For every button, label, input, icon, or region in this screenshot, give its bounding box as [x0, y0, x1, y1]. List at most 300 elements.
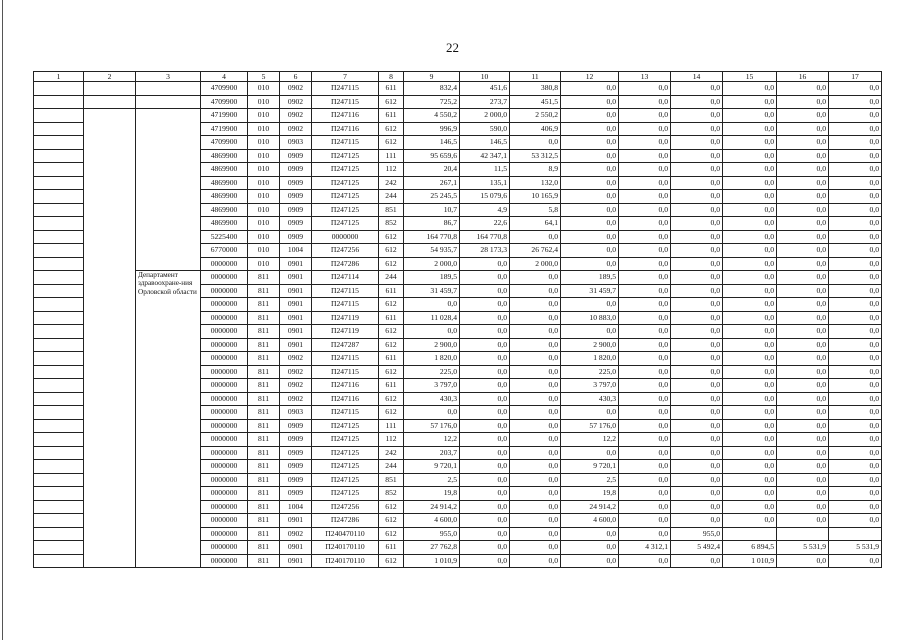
table-cell: 0,0 — [561, 95, 619, 109]
table-cell: 0,0 — [510, 284, 561, 298]
table-cell: 19,8 — [404, 487, 460, 501]
table-cell: 0901 — [280, 271, 312, 285]
column-number: 11 — [510, 72, 561, 82]
table-cell — [34, 190, 84, 204]
table-cell: 0,0 — [777, 230, 829, 244]
table-cell: 24 914,2 — [404, 500, 460, 514]
table-cell: 612 — [379, 257, 404, 271]
table-cell: 0,0 — [510, 554, 561, 568]
table-cell: 0,0 — [723, 95, 777, 109]
table-cell: 0,0 — [723, 500, 777, 514]
table-cell: 42 347,1 — [460, 149, 510, 163]
table-cell: 0,0 — [829, 433, 882, 447]
table-cell — [34, 419, 84, 433]
table-cell: 010 — [248, 122, 280, 136]
table-cell: 225,0 — [404, 365, 460, 379]
table-cell: 4709900 — [201, 95, 248, 109]
table-cell: 010 — [248, 217, 280, 231]
table-cell: 0,0 — [561, 230, 619, 244]
table-cell: 0901 — [280, 298, 312, 312]
table-cell — [34, 379, 84, 393]
table-cell: 31 459,7 — [404, 284, 460, 298]
table-cell: 0,0 — [619, 514, 671, 528]
table-cell — [34, 392, 84, 406]
column-number: 4 — [201, 72, 248, 82]
table-cell: 010 — [248, 95, 280, 109]
table-cell: 0901 — [280, 284, 312, 298]
table-cell: 2 900,0 — [561, 338, 619, 352]
table-cell: 0,0 — [561, 82, 619, 96]
table-cell: 0,0 — [723, 473, 777, 487]
table-cell: 612 — [379, 230, 404, 244]
table-cell: 0,0 — [510, 298, 561, 312]
table-cell: 0,0 — [723, 392, 777, 406]
table-cell: 811 — [248, 379, 280, 393]
table-cell: 0,0 — [723, 257, 777, 271]
table-cell: 590,0 — [460, 122, 510, 136]
table-cell: 0,0 — [829, 230, 882, 244]
table-cell: 811 — [248, 311, 280, 325]
table-cell: 0,0 — [619, 419, 671, 433]
table-cell — [84, 109, 136, 568]
table-cell: 611 — [379, 352, 404, 366]
table-cell: 0,0 — [561, 217, 619, 231]
table-cell: 1 820,0 — [561, 352, 619, 366]
table-cell: 0000000 — [201, 500, 248, 514]
table-cell: П240470110 — [312, 527, 379, 541]
table-cell: 0,0 — [671, 244, 723, 258]
table-cell: 0,0 — [829, 325, 882, 339]
table-cell: 0,0 — [723, 311, 777, 325]
table-cell: 0000000 — [201, 271, 248, 285]
table-cell: 0,0 — [829, 217, 882, 231]
table-cell: 0,0 — [510, 271, 561, 285]
table-cell — [34, 554, 84, 568]
table-cell: 612 — [379, 365, 404, 379]
table-cell: 0,0 — [671, 325, 723, 339]
table-cell: 611 — [379, 109, 404, 123]
table-cell: 0,0 — [619, 203, 671, 217]
table-cell: 0,0 — [777, 136, 829, 150]
table-cell: 406,9 — [510, 122, 561, 136]
table-cell: 0,0 — [561, 244, 619, 258]
table-cell: 0,0 — [829, 392, 882, 406]
table-cell: 4 600,0 — [404, 514, 460, 528]
table-cell: 611 — [379, 541, 404, 555]
table-cell — [34, 433, 84, 447]
table-cell: 0,0 — [671, 514, 723, 528]
column-number: 7 — [312, 72, 379, 82]
table-cell: 9 720,1 — [561, 460, 619, 474]
table-cell: 0,0 — [777, 433, 829, 447]
table-cell: 24 914,2 — [561, 500, 619, 514]
table-cell: 612 — [379, 406, 404, 420]
table-cell: 11 028,4 — [404, 311, 460, 325]
table-cell: 0,0 — [723, 365, 777, 379]
table-cell: 0,0 — [510, 446, 561, 460]
table-cell: 0,0 — [829, 190, 882, 204]
table-cell: 0901 — [280, 338, 312, 352]
table-cell: 53 312,5 — [510, 149, 561, 163]
table-cell: 0,0 — [671, 419, 723, 433]
table-cell: 0000000 — [201, 338, 248, 352]
table-cell: 0,0 — [777, 203, 829, 217]
table-cell — [34, 365, 84, 379]
table-cell: 0,0 — [723, 298, 777, 312]
table-cell: П247115 — [312, 284, 379, 298]
table-cell: 0903 — [280, 406, 312, 420]
table-cell: 010 — [248, 176, 280, 190]
table-cell — [34, 217, 84, 231]
table-cell: 112 — [379, 163, 404, 177]
table-cell: 0,0 — [777, 473, 829, 487]
table-cell: 111 — [379, 149, 404, 163]
table-cell: 380,8 — [510, 82, 561, 96]
table-cell: 0,0 — [619, 284, 671, 298]
table-cell — [34, 487, 84, 501]
table-cell: 0,0 — [561, 257, 619, 271]
table-cell: 0,0 — [723, 136, 777, 150]
table-cell: 0,0 — [619, 109, 671, 123]
table-cell: 010 — [248, 190, 280, 204]
table-cell: 4 550,2 — [404, 109, 460, 123]
table-cell: 0,0 — [671, 230, 723, 244]
table-cell: 6770000 — [201, 244, 248, 258]
table-cell: 0,0 — [777, 487, 829, 501]
table-cell: 0,0 — [619, 163, 671, 177]
table-cell: 0,0 — [829, 473, 882, 487]
table-cell: 0901 — [280, 325, 312, 339]
table-cell: 86,7 — [404, 217, 460, 231]
table-cell: 010 — [248, 230, 280, 244]
table-cell: 0909 — [280, 190, 312, 204]
table-cell: 611 — [379, 284, 404, 298]
table-cell: 0,0 — [777, 149, 829, 163]
table-cell: 811 — [248, 406, 280, 420]
table-cell: 0,0 — [777, 419, 829, 433]
table-cell: 0,0 — [723, 149, 777, 163]
table-cell — [34, 244, 84, 258]
table-cell: 0,0 — [510, 500, 561, 514]
table-cell: 0,0 — [829, 284, 882, 298]
table-cell: 1 010,9 — [404, 554, 460, 568]
table-cell — [34, 311, 84, 325]
table-cell: 0,0 — [723, 109, 777, 123]
table-cell: 0,0 — [510, 419, 561, 433]
table-cell: П247115 — [312, 95, 379, 109]
table-cell: П240170110 — [312, 554, 379, 568]
table-cell: 0,0 — [723, 446, 777, 460]
table-cell: 612 — [379, 392, 404, 406]
table-cell: 0,0 — [829, 419, 882, 433]
table-cell — [84, 82, 136, 96]
table-cell: 0,0 — [561, 136, 619, 150]
table-cell: 0,0 — [671, 203, 723, 217]
agency-name: Департамент здравоохране-ния Орловской области — [136, 271, 201, 568]
table-cell: 0,0 — [671, 433, 723, 447]
table-cell: П247125 — [312, 203, 379, 217]
table-cell: 0909 — [280, 433, 312, 447]
table-cell: 4869900 — [201, 176, 248, 190]
table-cell: 0,0 — [460, 257, 510, 271]
table-cell: 0,0 — [671, 190, 723, 204]
table-cell: 0,0 — [671, 473, 723, 487]
table-cell: 0,0 — [671, 487, 723, 501]
table-cell: 244 — [379, 190, 404, 204]
table-cell: 0,0 — [723, 460, 777, 474]
table-cell: 010 — [248, 257, 280, 271]
table-cell: 0,0 — [829, 136, 882, 150]
table-cell: 0,0 — [723, 230, 777, 244]
table-cell: 0,0 — [619, 122, 671, 136]
table-cell: 4709900 — [201, 82, 248, 96]
table-cell: 0,0 — [510, 230, 561, 244]
table-cell: 811 — [248, 527, 280, 541]
table-cell: 0,0 — [510, 460, 561, 474]
table-cell: 0000000 — [201, 311, 248, 325]
table-cell: 0000000 — [201, 379, 248, 393]
table-cell: 0,0 — [723, 338, 777, 352]
table-cell — [34, 284, 84, 298]
table-cell: 0,0 — [777, 271, 829, 285]
table-cell: П247115 — [312, 406, 379, 420]
table-cell: 0,0 — [404, 406, 460, 420]
table-cell: 1 820,0 — [404, 352, 460, 366]
table-cell: П247125 — [312, 487, 379, 501]
table-cell — [34, 527, 84, 541]
table-cell: 189,5 — [561, 271, 619, 285]
table-cell: 64,1 — [510, 217, 561, 231]
table-cell: 0,0 — [723, 406, 777, 420]
table-cell: 0,0 — [510, 473, 561, 487]
table-cell: 0,0 — [561, 203, 619, 217]
table-cell: 0,0 — [671, 82, 723, 96]
table-cell: 811 — [248, 352, 280, 366]
table-cell: 0,0 — [460, 271, 510, 285]
table-cell: 0,0 — [723, 176, 777, 190]
table-cell: 612 — [379, 298, 404, 312]
table-cell: 2 000,0 — [510, 257, 561, 271]
table-cell: 0902 — [280, 109, 312, 123]
column-number: 9 — [404, 72, 460, 82]
table-cell: 4709900 — [201, 136, 248, 150]
table-cell — [84, 95, 136, 109]
table-cell: 852 — [379, 487, 404, 501]
table-cell: 2 000,0 — [404, 257, 460, 271]
table-cell: 430,3 — [561, 392, 619, 406]
table-cell: 225,0 — [561, 365, 619, 379]
table-cell: 811 — [248, 473, 280, 487]
column-number: 10 — [460, 72, 510, 82]
table-cell: 132,0 — [510, 176, 561, 190]
table-cell: П247116 — [312, 109, 379, 123]
table-cell: 0000000 — [201, 514, 248, 528]
table-cell: 0909 — [280, 149, 312, 163]
table-cell: 0,0 — [829, 122, 882, 136]
table-cell: 811 — [248, 298, 280, 312]
table-cell: 0,0 — [671, 298, 723, 312]
table-cell: 242 — [379, 176, 404, 190]
table-cell: 0000000 — [201, 446, 248, 460]
table-cell: 811 — [248, 338, 280, 352]
table-cell: 0000000 — [201, 460, 248, 474]
column-number: 16 — [777, 72, 829, 82]
table-cell: 4 600,0 — [561, 514, 619, 528]
table-cell: 0,0 — [777, 325, 829, 339]
table-cell: 4869900 — [201, 149, 248, 163]
column-number: 8 — [379, 72, 404, 82]
table-cell: 0,0 — [829, 109, 882, 123]
table-cell: 0,0 — [561, 176, 619, 190]
page-number: 22 — [446, 40, 459, 55]
table-cell: 811 — [248, 325, 280, 339]
table-cell: 0000000 — [201, 527, 248, 541]
table-cell: 0,0 — [460, 419, 510, 433]
table-cell: 0,0 — [829, 271, 882, 285]
table-cell: 955,0 — [671, 527, 723, 541]
table-cell — [34, 325, 84, 339]
table-cell: 0000000 — [201, 352, 248, 366]
table-cell: 19,8 — [561, 487, 619, 501]
table-cell: 0,0 — [619, 257, 671, 271]
table-cell: 0,0 — [829, 311, 882, 325]
table-cell: 0,0 — [460, 554, 510, 568]
table-cell: 0,0 — [777, 352, 829, 366]
table-cell — [34, 473, 84, 487]
table-cell: П247115 — [312, 136, 379, 150]
table-cell: П247125 — [312, 163, 379, 177]
table-cell — [34, 500, 84, 514]
table-cell: 0,0 — [561, 527, 619, 541]
table-cell: 0,0 — [619, 311, 671, 325]
table-cell: 0,0 — [510, 392, 561, 406]
table-cell: 0,0 — [671, 136, 723, 150]
table-cell: 12,2 — [404, 433, 460, 447]
table-cell — [136, 109, 201, 271]
table-cell: 0902 — [280, 379, 312, 393]
table-cell: 612 — [379, 527, 404, 541]
table-cell: 0,0 — [460, 500, 510, 514]
column-number: 2 — [84, 72, 136, 82]
table-cell: 0,0 — [619, 230, 671, 244]
table-cell: 811 — [248, 514, 280, 528]
table-cell: 0,0 — [619, 136, 671, 150]
table-cell: 0,0 — [619, 446, 671, 460]
table-cell: 612 — [379, 95, 404, 109]
table-cell: 0,0 — [671, 271, 723, 285]
table-cell: 612 — [379, 325, 404, 339]
table-cell: П247115 — [312, 352, 379, 366]
table-cell: 0000000 — [201, 298, 248, 312]
table-cell: 0,0 — [510, 406, 561, 420]
table-cell: 611 — [379, 311, 404, 325]
table-cell: 612 — [379, 514, 404, 528]
table-cell: 0,0 — [829, 257, 882, 271]
table-cell: 0,0 — [671, 500, 723, 514]
table-cell: П247116 — [312, 122, 379, 136]
table-cell: П247115 — [312, 298, 379, 312]
table-cell: П247256 — [312, 500, 379, 514]
table-cell: 112 — [379, 433, 404, 447]
table-cell: 811 — [248, 433, 280, 447]
table-cell: 0901 — [280, 554, 312, 568]
table-cell: П247125 — [312, 190, 379, 204]
table-cell: 4869900 — [201, 163, 248, 177]
table-cell: 010 — [248, 163, 280, 177]
table-cell: 0000000 — [201, 554, 248, 568]
table-cell: 0,0 — [723, 284, 777, 298]
table-cell: П247125 — [312, 176, 379, 190]
table-cell: 0,0 — [460, 284, 510, 298]
table-cell: 0,0 — [619, 554, 671, 568]
table-cell: 0909 — [280, 203, 312, 217]
table-cell: 0000000 — [201, 365, 248, 379]
table-cell: 0,0 — [671, 311, 723, 325]
table-cell: 0,0 — [671, 365, 723, 379]
table-cell: 0,0 — [671, 554, 723, 568]
table-cell: 0,0 — [619, 190, 671, 204]
table-cell: 146,5 — [404, 136, 460, 150]
table-cell — [34, 230, 84, 244]
table-cell: 0,0 — [829, 406, 882, 420]
table-cell: 430,3 — [404, 392, 460, 406]
table-cell — [777, 527, 829, 541]
table-cell: П247115 — [312, 365, 379, 379]
table-cell: П247116 — [312, 392, 379, 406]
table-cell: 0902 — [280, 392, 312, 406]
table-cell: 5225400 — [201, 230, 248, 244]
table-cell: 0902 — [280, 82, 312, 96]
table-cell: 0,0 — [829, 149, 882, 163]
table-cell: 146,5 — [460, 136, 510, 150]
table-cell: 0,0 — [829, 244, 882, 258]
table-cell: 28 173,3 — [460, 244, 510, 258]
table-cell: 0,0 — [460, 406, 510, 420]
table-cell: П247287 — [312, 338, 379, 352]
table-cell: 164 770,8 — [460, 230, 510, 244]
table-cell: 0,0 — [561, 554, 619, 568]
table-cell: П247125 — [312, 446, 379, 460]
table-cell: 4869900 — [201, 217, 248, 231]
table-cell: 0,0 — [619, 149, 671, 163]
table-cell: 3 797,0 — [561, 379, 619, 393]
table-cell: 0,0 — [671, 406, 723, 420]
table-cell: 0,0 — [619, 365, 671, 379]
table-cell: 0909 — [280, 163, 312, 177]
table-cell: 244 — [379, 271, 404, 285]
table-cell — [34, 406, 84, 420]
table-cell: 811 — [248, 446, 280, 460]
column-number: 15 — [723, 72, 777, 82]
table-cell: 0,0 — [671, 392, 723, 406]
table-cell: 0000000 — [201, 284, 248, 298]
column-number-row — [34, 72, 882, 82]
table-cell: 0,0 — [671, 163, 723, 177]
table-cell: 54 935,7 — [404, 244, 460, 258]
table-cell: 0,0 — [510, 338, 561, 352]
table-cell: 1 010,9 — [723, 554, 777, 568]
table-cell: 0,0 — [723, 82, 777, 96]
table-cell: 95 659,6 — [404, 149, 460, 163]
table-cell: 0,0 — [723, 203, 777, 217]
table-cell: 0,0 — [777, 298, 829, 312]
table-cell: 0,0 — [619, 379, 671, 393]
table-cell: 0,0 — [671, 379, 723, 393]
table-cell: 0,0 — [777, 176, 829, 190]
table-cell: 267,1 — [404, 176, 460, 190]
table-cell: 010 — [248, 244, 280, 258]
table-cell: 0000000 — [201, 419, 248, 433]
